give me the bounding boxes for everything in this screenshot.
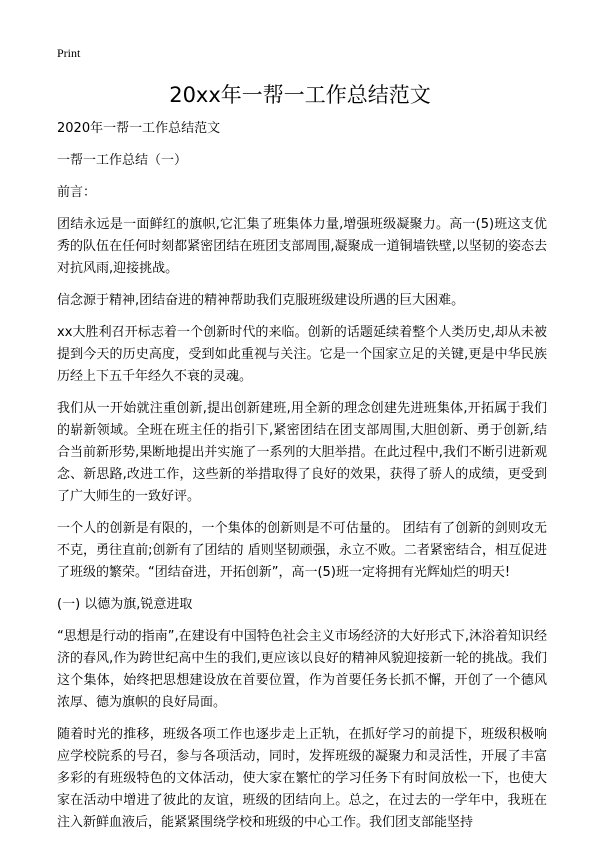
paragraph: 我们从一开始就注重创新,提出创新建班,用全新的理念创建先进班集体,开拓属于我们的崭新领域。全班在班主任的指引下,紧密团结在团支部周围,大胆创新、勇于创新,结合当前新形势,果断地提出并实施了一系列的大胆举措。在此过程中,我们不断引进新观念、新思路,改进工作，这些新的举措取得了良好的效果，获得了骄人的成绩，更受到了广大师生的一致好评。 bbox=[57, 401, 547, 504]
paragraph: 团结永远是一面鲜红的旗帜,它汇集了班集体力量,增强班级凝聚力。高一(5)班这支优秀的队伍在任何时刻都紧密团结在班团支部周围,凝聚成一道铜墙铁壁,以坚韧的姿态去对抗风雨,迎接挑战。 bbox=[57, 217, 547, 276]
document-title: 20xx年一帮一工作总结范文 bbox=[169, 83, 431, 107]
paragraph: 随着时光的推移，班级各项工作也逐步走上正轨，在抓好学习的前提下，班级积极响应学校院系的号召，参与各项活动，同时，发挥班级的凝聚力和灵活性，开展了丰富多彩的有班级特色的文体活动，使大家在繁忙的学习任务下有时间放松一下，也使大家在活动中增进了彼此的友谊，班级的团结向上。总之，在过去的一学年中，我班在注入新鲜血液后，能紧紧围绕学校和班级的中心工作。我们团支部能坚持 bbox=[57, 727, 547, 830]
paragraph: “思想是行动的指南”,在建设有中国特色社会主义市场经济的大好形式下,沐浴着知识经济的春风,作为跨世纪高中生的我们,更应该以良好的精神风貌迎接新一轮的挑战。我们这个集体，始终把思想建设放在首要位置，作为首要任务长抓不懈，开创了一个德风浓厚、德为旗帜的良好局面。 bbox=[57, 629, 547, 710]
section-heading: 一帮一工作总结（一） bbox=[57, 153, 188, 168]
paragraph: 信念源于精神,团结奋进的精神帮助我们克服班级建设所遇的巨大困难。 bbox=[57, 293, 465, 308]
paragraph: xx大胜利召开标志着一个创新时代的来临。创新的话题延续着整个人类历史,却从未被提到今天的历史高度，受到如此重视与关注。它是一个国家立足的关键,更是中华民族历经上下五千年经久不衰的灵魂。 bbox=[57, 325, 547, 384]
subtitle: 2020年一帮一工作总结范文 bbox=[57, 121, 221, 136]
subsection-heading: (一) 以德为旗,锐意进取 bbox=[57, 597, 193, 612]
preface-label: 前言： bbox=[57, 185, 97, 200]
paragraph: 一个人的创新是有限的，一个集体的创新则是不可估量的。 团结有了创新的剑则攻无不克，勇往直前;创新有了团结的 盾则坚韧顽强，永立不败。二者紧密结合，相互促进了班级的繁荣。“团结奋进，开拓创新”，高一(5)班一定将拥有光辉灿烂的明天! bbox=[57, 521, 547, 580]
document-body bbox=[57, 118, 547, 844]
print-link[interactable]: Print bbox=[57, 46, 81, 60]
